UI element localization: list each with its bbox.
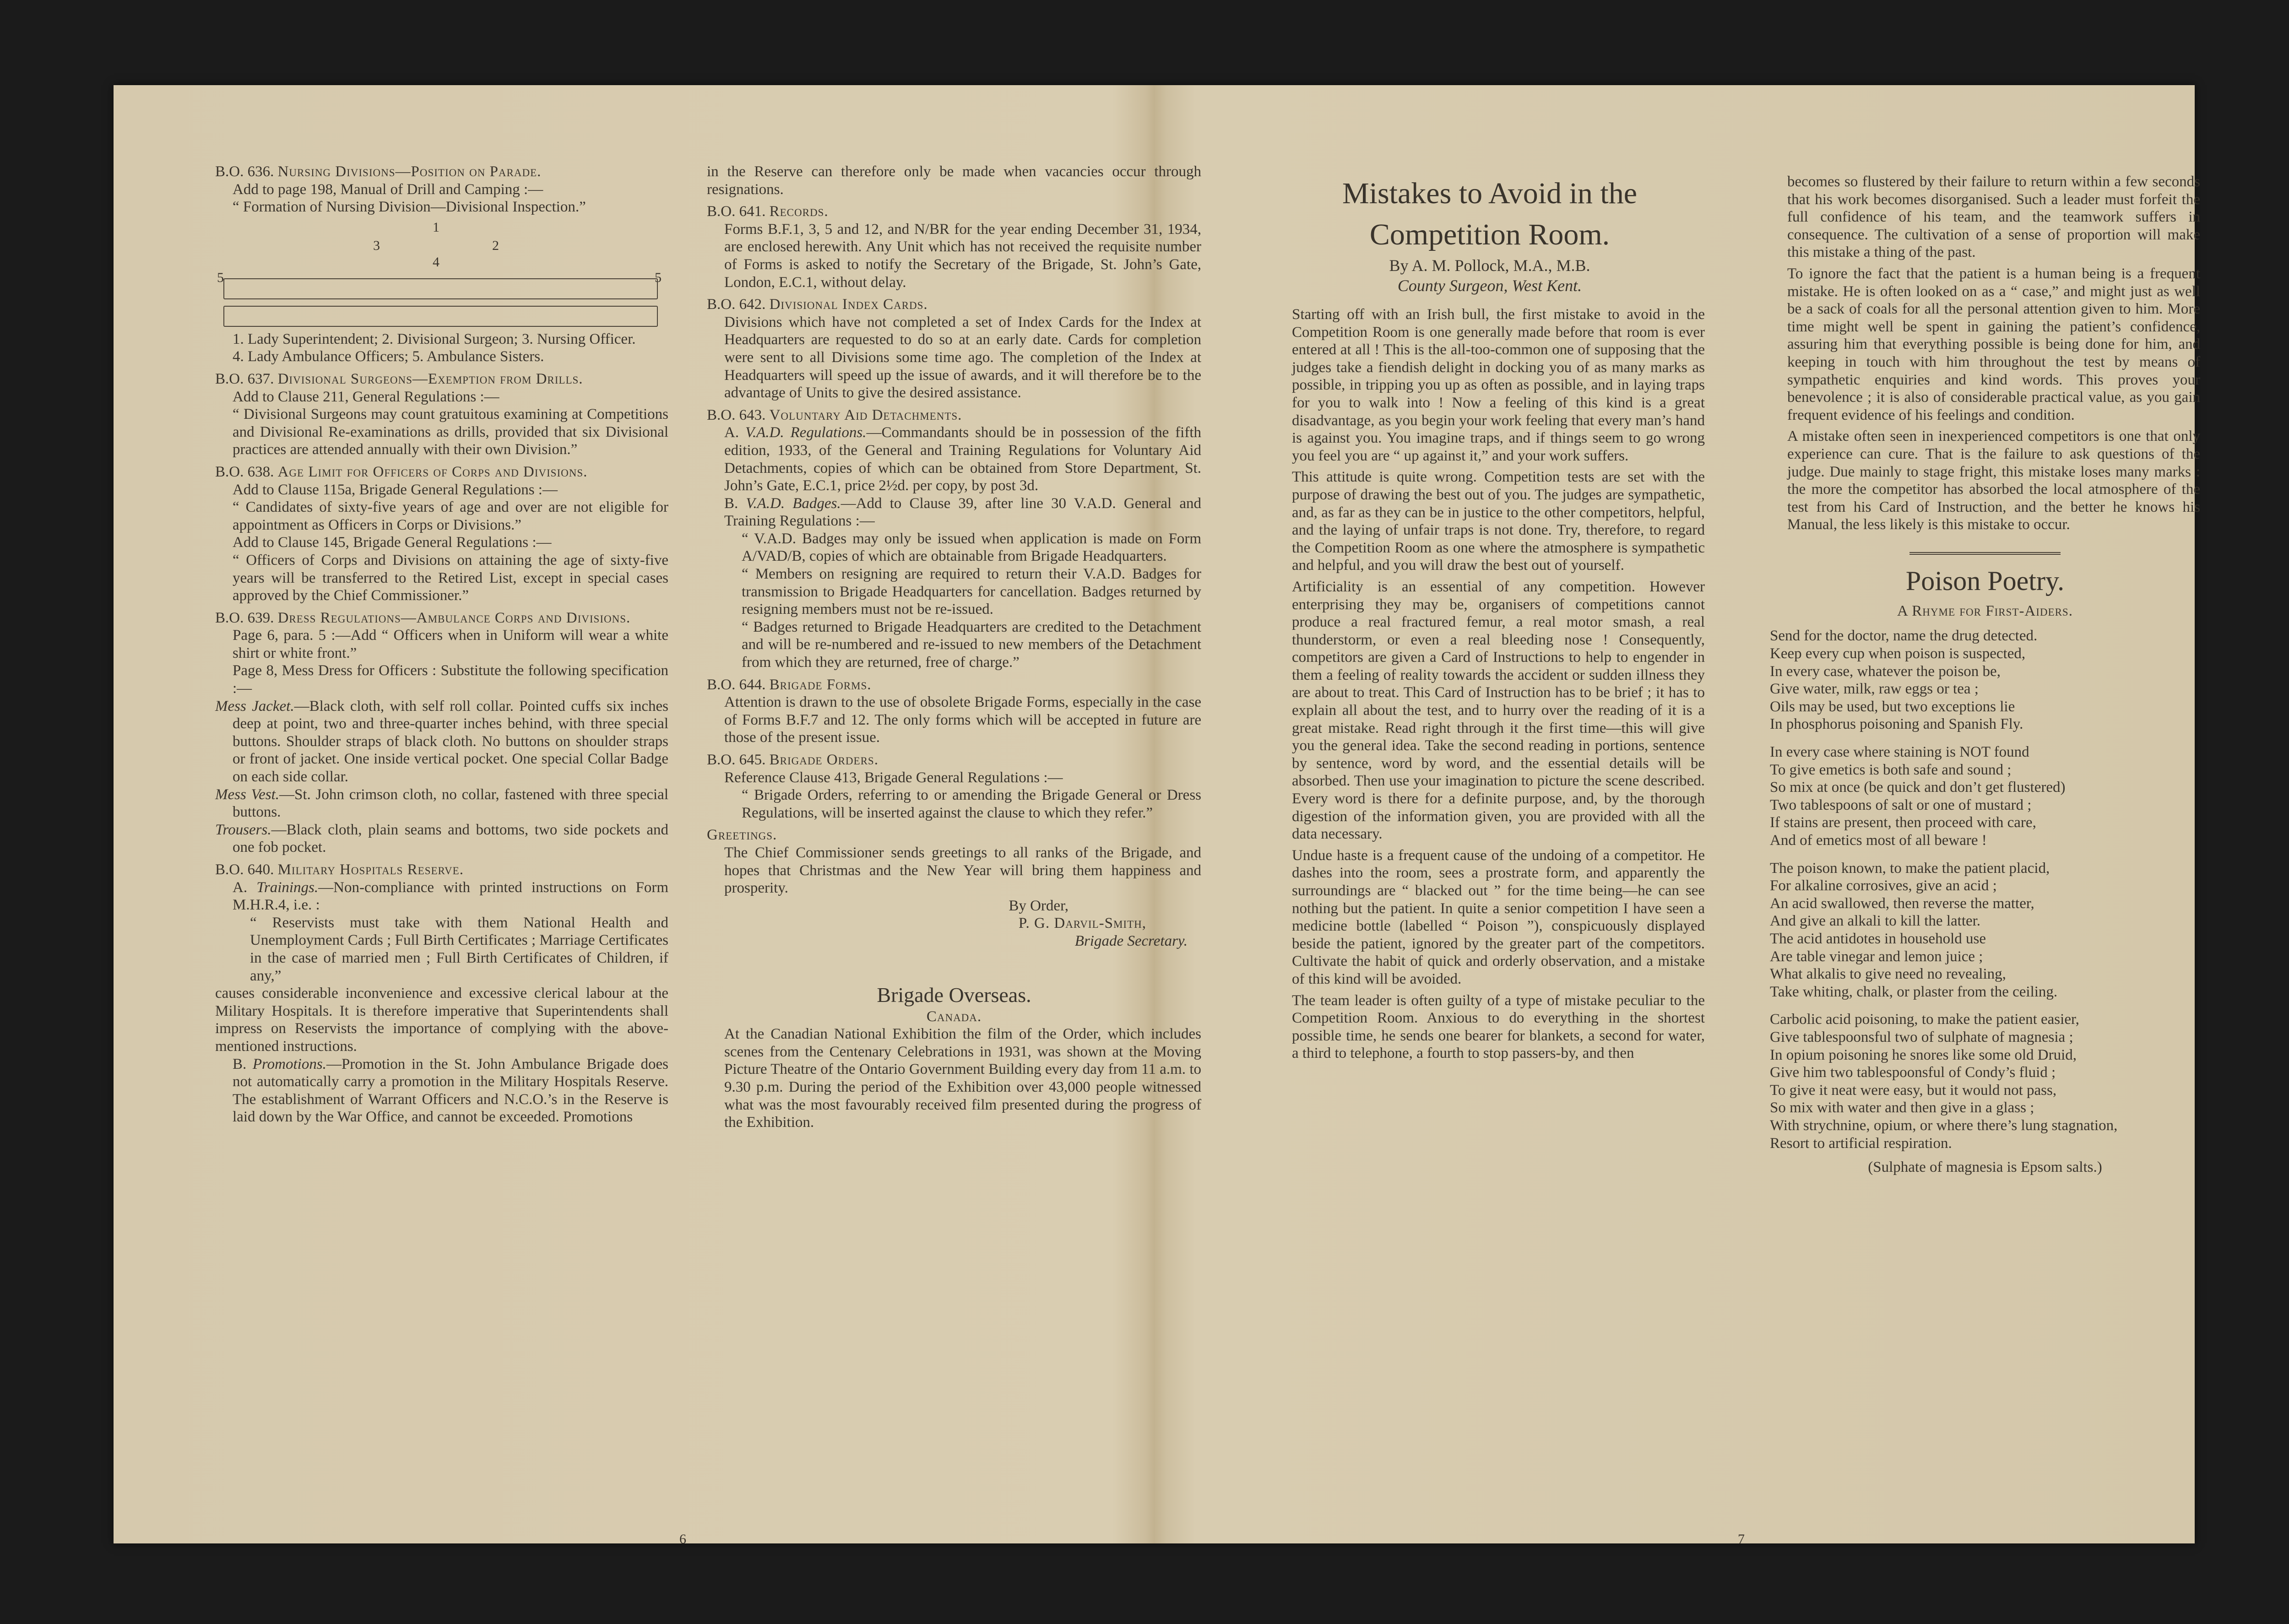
order-title: Brigade Forms. [769,676,872,693]
article-title-line2: Competition Room. [1369,218,1610,251]
poem-footnote: (Sulphate of magnesia is Epsom salts.) [1868,1159,2102,1176]
article-column-2 [1770,173,2200,1176]
item-name: Promotions. [252,1056,326,1072]
paragraph [215,662,668,697]
paragraph-text: “ Divisional Surgeons may count gratuitous examining at Competitions and Divisional Re-examinations as drills, provided that six Divisional practices are attended annually with their own Division.” [233,406,668,458]
poem-line: For alkaline corrosives, give an acid ; [1770,877,1997,894]
formation-position-label: 2 [492,238,499,253]
paragraph-text: —Add to Clause 39, after line 30 V.A.D. General and Training Regulations :— [724,495,1201,530]
poem-line: Resort to artificial respiration. [1770,1135,1952,1152]
paragraph [707,618,1201,671]
article-paragraph: Artificiality is an essential of any competition. However enterprising they may be, organisers of competitions cannot produce a real fractured femur, a real motor smash, a real thunderstorm, or even a real bleeding nose ! Consequently, competitors are given a Card of Instructions to help to engender in them a feeling of reality towards the accident or sudden illness they are about to treat. This Card of Instruction has to be brief ; it has to explain all about the test, and to hurry over the reading of it is a great mistake. Read right through it the first time—this will give you the general idea. Take the second reading in portions, sentence by sentence, word by word, and the essential details will be absorbed. Then use your imagination to picture the scene described. Every word is there for a definite purpose, and, by the thorough digestion of the information given, you are provided with all the data necessary. [1292,578,1705,843]
poem-line: In opium poisoning he snores like some old Druid, [1770,1046,2077,1063]
formation-position-label: 4 [433,254,439,270]
item-letter: B. [724,495,746,512]
order-number: B.O. 645. [707,752,766,768]
paragraph-text: —Non-compliance with printed instructions on Form M.H.R.4, i.e. : [233,879,668,914]
paragraph-text: Add to Clause 115a, Brigade General Regulations :— [233,481,558,498]
poem-line: The poison known, to make the patient placid, [1770,860,2050,877]
paragraph [215,498,668,534]
paragraph-text: Page 6, para. 5 :—Add “ Officers when in Uniform will wear a white shirt or white front.” [233,627,668,661]
poem-line: To give it neat were easy, but it would not pass, [1770,1082,2057,1099]
order-heading [707,406,1201,424]
overseas-subtitle: Canada. [926,1008,982,1025]
formation-position-label: 1 [433,219,439,235]
poem-line: What alkalis to give need no revealing, [1770,966,2006,983]
paragraph [707,163,1201,198]
paragraph-text: Reference Clause 413, Brigade General Regulations :— [724,769,1063,786]
article-body-1 [1275,306,1705,1062]
paragraph-text: “ Members on resigning are required to return their V.A.D. Badges for transmission to Brigade Headquarters for cancellation. Badges returned by resigning members must not be re-issued. [742,566,1201,618]
article-paragraph: Undue haste is a frequent cause of the undoing of a competitor. He dashes into the room, sees a prostrate form, and apparently the surroundings are “ blacked out ” for the time being—he can see nothing but the patient. In quite a senior competition I have seen a medicine bottle (labelled “ Poison ”), conspicuously displayed beside the patient, ignored by the greater part of the competitors. Cultivate the habit of quick and orderly observation, and a mistake of this kind will be avoided. [1292,847,1705,987]
paragraph-text: “ V.A.D. Badges may only be issued when application is made on Form A/VAD/B, copies of which are obtainable from Brigade Headquarters. [742,530,1201,565]
poem-line: So mix at once (be quick and don’t get flustered) [1770,779,2066,796]
paragraph-text: —Promotion in the St. John Ambulance Brigade does not automatically carry a promotion in the Military Hospitals Reserve. The establishment of Warrant Officers and N.C.O.’s in the Reserve is laid down by the War Office, and cannot be exceeded. Promotions [233,1056,668,1126]
paragraph-text: Add to page 198, Manual of Drill and Camping :— [233,181,543,198]
order-title: Records. [769,203,829,220]
poem-line: The acid antidotes in household use [1770,930,1986,947]
page-number-left: 6 [679,1532,686,1547]
article-paragraph: becomes so flustered by their failure to return within a few seconds that his work becomes disorganised. Such a leader must forfeit the full confidence of his team, and the teamwork suffers in consequence. The cultivation of a sense of proportion will make this mistake a thing of the past. [1787,173,2200,261]
parade-formation-diagram [215,219,668,329]
poem-stanza [1770,743,2200,850]
dress-specification [215,786,668,821]
order-title: Greetings. [707,827,777,844]
order-title: Nursing Divisions—Position on Parade. [277,163,542,180]
paragraph [215,627,668,662]
order-number: B.O. 641. [707,203,766,220]
poem-line: In every case, whatever the poison be, [1770,663,2001,680]
paragraph-text: Forms B.F.1, 3, 5 and 12, and N/BR for the year ending December 31, 1934, are enclosed herewith. Any Unit which has not received the requisite number of Forms is asked to notify the Secretary of the Brigade, St. John’s Gate, London, E.C.1, without delay. [724,221,1201,291]
order-heading [215,370,668,388]
paragraph [707,495,1201,530]
order-title: Brigade Orders. [769,752,879,768]
poem-body [1770,627,2200,1152]
article-body-2 [1770,173,2200,534]
order-heading [215,609,668,627]
paragraph-text: “ Badges returned to Brigade Headquarters are credited to the Detachment and will be re-numbered and re-issued to new members of the Detachment from which they are returned, free of charge.” [742,618,1201,671]
poem-line: Give tablespoonsful two of sulphate of magnesia ; [1770,1029,2073,1045]
article-paragraph: To ignore the fact that the patient is a human being is a frequent mistake. He is often looked on as a “ case,” and might just as well be a sack of coals for all the personal attention given to him. More time might well be spent in gaining the patient’s confidence, assuring him that everything possible is being done for him, and keeping in touch with him throughout the test by means of sympathetic enquiries and kind words. This proves your benevolence ; it is also of considerable practical value, as you gain frequent evidence of his feelings and condition. [1787,265,2200,423]
article-byline: By A. M. Pollock, M.A., M.B. [1389,256,1590,275]
article-paragraph: This attitude is quite wrong. Competition tests are set with the purpose of drawing the best out of you. The judges are sympathetic, and, as far as they can be in justice to the other competitors, helpful, and the laying of unfair traps is not done. Try, therefore, to regard the Competition Room as one where the atmosphere is sympathetic and helpful, and you will draw the best out of yourself. [1292,469,1705,574]
poem-line: Give water, milk, raw eggs or tea ; [1770,681,1979,698]
item-name: Mess Vest. [215,786,280,803]
formation-position-label: 5 [655,270,662,285]
poem-line: In every case where staining is NOT found [1770,744,2029,761]
paragraph [215,406,668,459]
article-paragraph: The team leader is often guilty of a type of mistake peculiar to the Competition Room. Anxious to do everything in the shortest possible time, he sends one bearer for blankets, a second for water, a third to telephone, a fourth to stop passers-by, and then [1292,992,1705,1062]
paragraph-text: “ Officers of Corps and Divisions on attaining the age of sixty-five years will be transferred to the Retired List, except in special cases approved by the Chief Commissioner.” [233,552,668,604]
paragraph-text: “ Reservists must take with them National Health and Unemployment Cards ; Full Birth Certificates ; Marriage Certificates in the case of married men ; Full Birth Certificates of Children, if any,” [250,914,668,984]
right-page [1156,85,2200,1547]
poem-line: Keep every cup when poison is suspected, [1770,645,2026,662]
poem-stanza [1770,1011,2200,1152]
order-number: B.O. 638. [215,463,274,480]
order-number: B.O. 639. [215,609,274,626]
paragraph-text: Attention is drawn to the use of obsolete Brigade Forms, especially in the case of Forms B.F.7 and 12. The only forms which will be accepted in future are those of the present issue. [724,694,1201,746]
paragraph [215,879,668,914]
paragraph [215,181,668,199]
order-heading [707,296,1201,314]
paragraph-text: “ Formation of Nursing Division—Divisional Inspection.” [233,199,586,216]
page-number-right: 7 [1738,1532,1745,1547]
order-number: B.O. 637. [215,370,274,387]
poem-subtitle: A Rhyme for First-Aiders. [1897,602,2073,619]
divider-rule [1909,552,2061,555]
poem-stanza [1770,627,2200,733]
paragraph-text: The Chief Commissioner sends greetings to all ranks of the Brigade, and hopes that Christmas and the New Year will bring them happiness and prosperity. [724,844,1201,897]
signoff [707,897,1201,950]
signoff-name: P. G. Darvil-Smith, [1018,915,1146,932]
item-name: Trainings. [256,879,319,896]
paragraph-text: Add to Clause 211, General Regulations :— [233,388,499,405]
order-title: Age Limit for Officers of Corps and Divisions. [277,463,588,480]
poem-line: Take whiting, chalk, or plaster from the ceiling. [1770,983,2058,1000]
article-paragraph: A mistake often seen in inexperienced competitors is one that only experience can cure. That is the failure to ask questions of the judge. Due mainly to stage fright, this mistake loses many marks : the more the competitor has absorbed the local atmosphere of the test from his Card of Instruction, and the better he knows his Manual, the less likely is this mistake to occur. [1787,428,2200,533]
poem-line: Oils may be used, but two exceptions lie [1770,698,2015,715]
overseas-title: Brigade Overseas. [877,983,1031,1007]
poem-line: Give him two tablespoonsful of Condy’s fluid ; [1770,1064,2056,1081]
poem-line: Carbolic acid poisoning, to make the patient easier, [1770,1011,2079,1028]
paragraph [215,198,668,216]
paragraph [707,786,1201,822]
order-number: B.O. 636. [215,163,274,180]
poem-line: With strychnine, opium, or where there’s lung stagnation, [1770,1117,2118,1134]
item-name: Trousers. [215,821,271,838]
formation-rank-box [223,278,658,299]
left-page [114,85,1201,1547]
poem-line: An acid swallowed, then reverse the matter, [1770,895,2034,912]
paragraph-text: in the Reserve can therefore only be made when vacancies occur through resignations. [707,163,1201,198]
item-name: V.A.D. Regulations. [745,424,867,441]
overseas-paragraph: At the Canadian National Exhibition the film of the Order, which includes scenes from the Centenary Celebrations in 1931, was shown at the Moving Picture Theatre of the Ontario Government Building every day from 11 a.m. to 9.30 p.m. During the period of the Exhibition over 43,000 people witnessed what was the most favourably received film presented during the progress of the Exhibition. [724,1026,1201,1131]
order-title: Dress Regulations—Ambulance Corps and Divisions. [277,609,631,626]
formation-rank-box [223,306,658,327]
paragraph-text: Add to Clause 145, Brigade General Regulations :— [233,534,552,551]
poem-line: If stains are present, then proceed with care, [1770,814,2036,831]
paragraph [215,985,668,1055]
paragraph-text: —Commandants should be in possession of the fifth edition, 1933, of the General and Training Regulations for Voluntary Aid Detachments, copies of which can be obtained from Store Department, St. John’s Gate, E.C.1, price 2½d. per copy, by post 3d. [724,424,1201,494]
order-title: Voluntary Aid Detachments. [769,406,962,423]
order-title: Divisional Index Cards. [769,296,928,313]
article-column-1 [1275,173,1705,1062]
poem-line: To give emetics is both safe and sound ; [1770,761,2012,778]
poem-title: Poison Poetry. [1905,565,2065,596]
order-number: B.O. 642. [707,296,766,313]
paragraph [707,221,1201,291]
order-heading [707,203,1201,221]
paragraph [707,314,1201,402]
paragraph [215,534,668,552]
paragraph-text: “ Brigade Orders, referring to or amending the Brigade General or Dress Regulations, will be inserted against the clause to which they refer.” [742,787,1201,821]
order-number: B.O. 643. [707,406,766,423]
paragraph [215,330,668,348]
dress-specification [215,821,668,856]
item-text: —Black cloth, with self roll collar. Pointed cuffs six inches deep at point, two and three-quarter inches behind, with three special buttons. Shoulder straps of black cloth. No buttons on shoulder straps or front of jacket. One inside vertical pocket. One special Collar Badge on each side collar. [233,698,669,785]
poem-line: And of emetics most of all beware ! [1770,832,1987,849]
paragraph [707,565,1201,618]
paragraph-text: causes considerable inconvenience and excessive clerical labour at the Military Hospitals. It is therefore imperative that Superintendents shall impress on Reservists the importance of complying with the above-mentioned instructions. [215,985,668,1055]
article-title-line1: Mistakes to Avoid in the [1342,177,1638,210]
poem-stanza [1770,860,2200,1001]
poem-line: Send for the doctor, name the drug detected. [1770,628,2038,644]
item-letter: B. [233,1056,253,1072]
item-name: V.A.D. Badges. [746,495,841,512]
paragraph [707,693,1201,747]
paragraph [215,552,668,605]
order-title: Military Hospitals Reserve. [277,861,464,878]
order-heading [215,163,668,181]
left-column-1 [215,163,668,1126]
poem-line: Two tablespoons of salt or one of mustard ; [1770,796,2032,813]
poem-line: Are table vinegar and lemon juice ; [1770,948,1983,965]
left-column-2 [707,163,1201,1131]
item-name: Mess Jacket. [215,698,294,715]
order-heading [707,826,1201,844]
signoff-role: Brigade Secretary. [1074,932,1188,949]
signoff-by-order: By Order, [1009,897,1069,914]
poem-line: So mix with water and then give in a glass ; [1770,1099,2034,1116]
order-number: B.O. 644. [707,676,766,693]
order-heading [707,751,1201,769]
paragraph [707,844,1201,897]
paragraph-text: “ Candidates of sixty-five years of age and over are not eligible for appointment as Officers in Corps or Divisions.” [233,499,668,533]
paragraph [215,1056,668,1126]
order-title: Divisional Surgeons—Exemption from Drills. [277,370,583,387]
dress-specification [215,698,668,786]
formation-position-label: 3 [373,238,380,253]
article-author-role: County Surgeon, West Kent. [1397,276,1582,295]
paragraph-text: Page 8, Mess Dress for Officers : Substitute the following specification :— [233,662,668,697]
order-heading [215,861,668,879]
item-text: —St. John crimson cloth, no collar, fastened with three special buttons. [233,786,668,821]
formation-position-label: 5 [217,270,224,285]
order-heading [707,676,1201,694]
paragraph [215,914,668,985]
paragraph-text: 1. Lady Superintendent; 2. Divisional Surgeon; 3. Nursing Officer. [233,330,636,347]
paragraph [707,530,1201,565]
paragraph-text: Divisions which have not completed a set of Index Cards for the Index at Headquarters are requested to do so at an early date. Cards for completion were sent to all Divisions some time ago. The completion of the Index at Headquarters will speed up the issue of awards, and it will therefore be to the advantage of Units to give the desired assistance. [724,314,1201,401]
poem-line: In phosphorus poisoning and Spanish Fly. [1770,716,2023,733]
item-letter: A. [233,879,257,896]
paragraph [215,348,668,366]
paragraph-text: 4. Lady Ambulance Officers; 5. Ambulance Sisters. [233,348,544,365]
order-number: B.O. 640. [215,861,274,878]
order-heading [215,463,668,481]
item-letter: A. [724,424,745,441]
article-paragraph: Starting off with an Irish bull, the first mistake to avoid in the Competition Room is one generally made before that room is ever entered at all ! This is the all-too-common one of supposing that the judges take a fiendish delight in docking you of as many marks as possible, in tripping you up as often as possible, and in laying traps for you to walk into ! Now a feeling of this kind is a great disadvantage, as you begin your work feeling that every man’s hand is against you. You imagine traps, and if things seem to go wrong you feel you are “ up against it,” and your work suffers. [1292,306,1705,464]
item-text: —Black cloth, plain seams and bottoms, two side pockets and one fob pocket. [233,821,668,856]
magazine-spread [114,85,2200,1547]
paragraph [215,481,668,499]
paragraph [215,388,668,406]
paragraph [707,769,1201,787]
paragraph [707,424,1201,494]
poem-line: And give an alkali to kill the latter. [1770,913,1981,930]
